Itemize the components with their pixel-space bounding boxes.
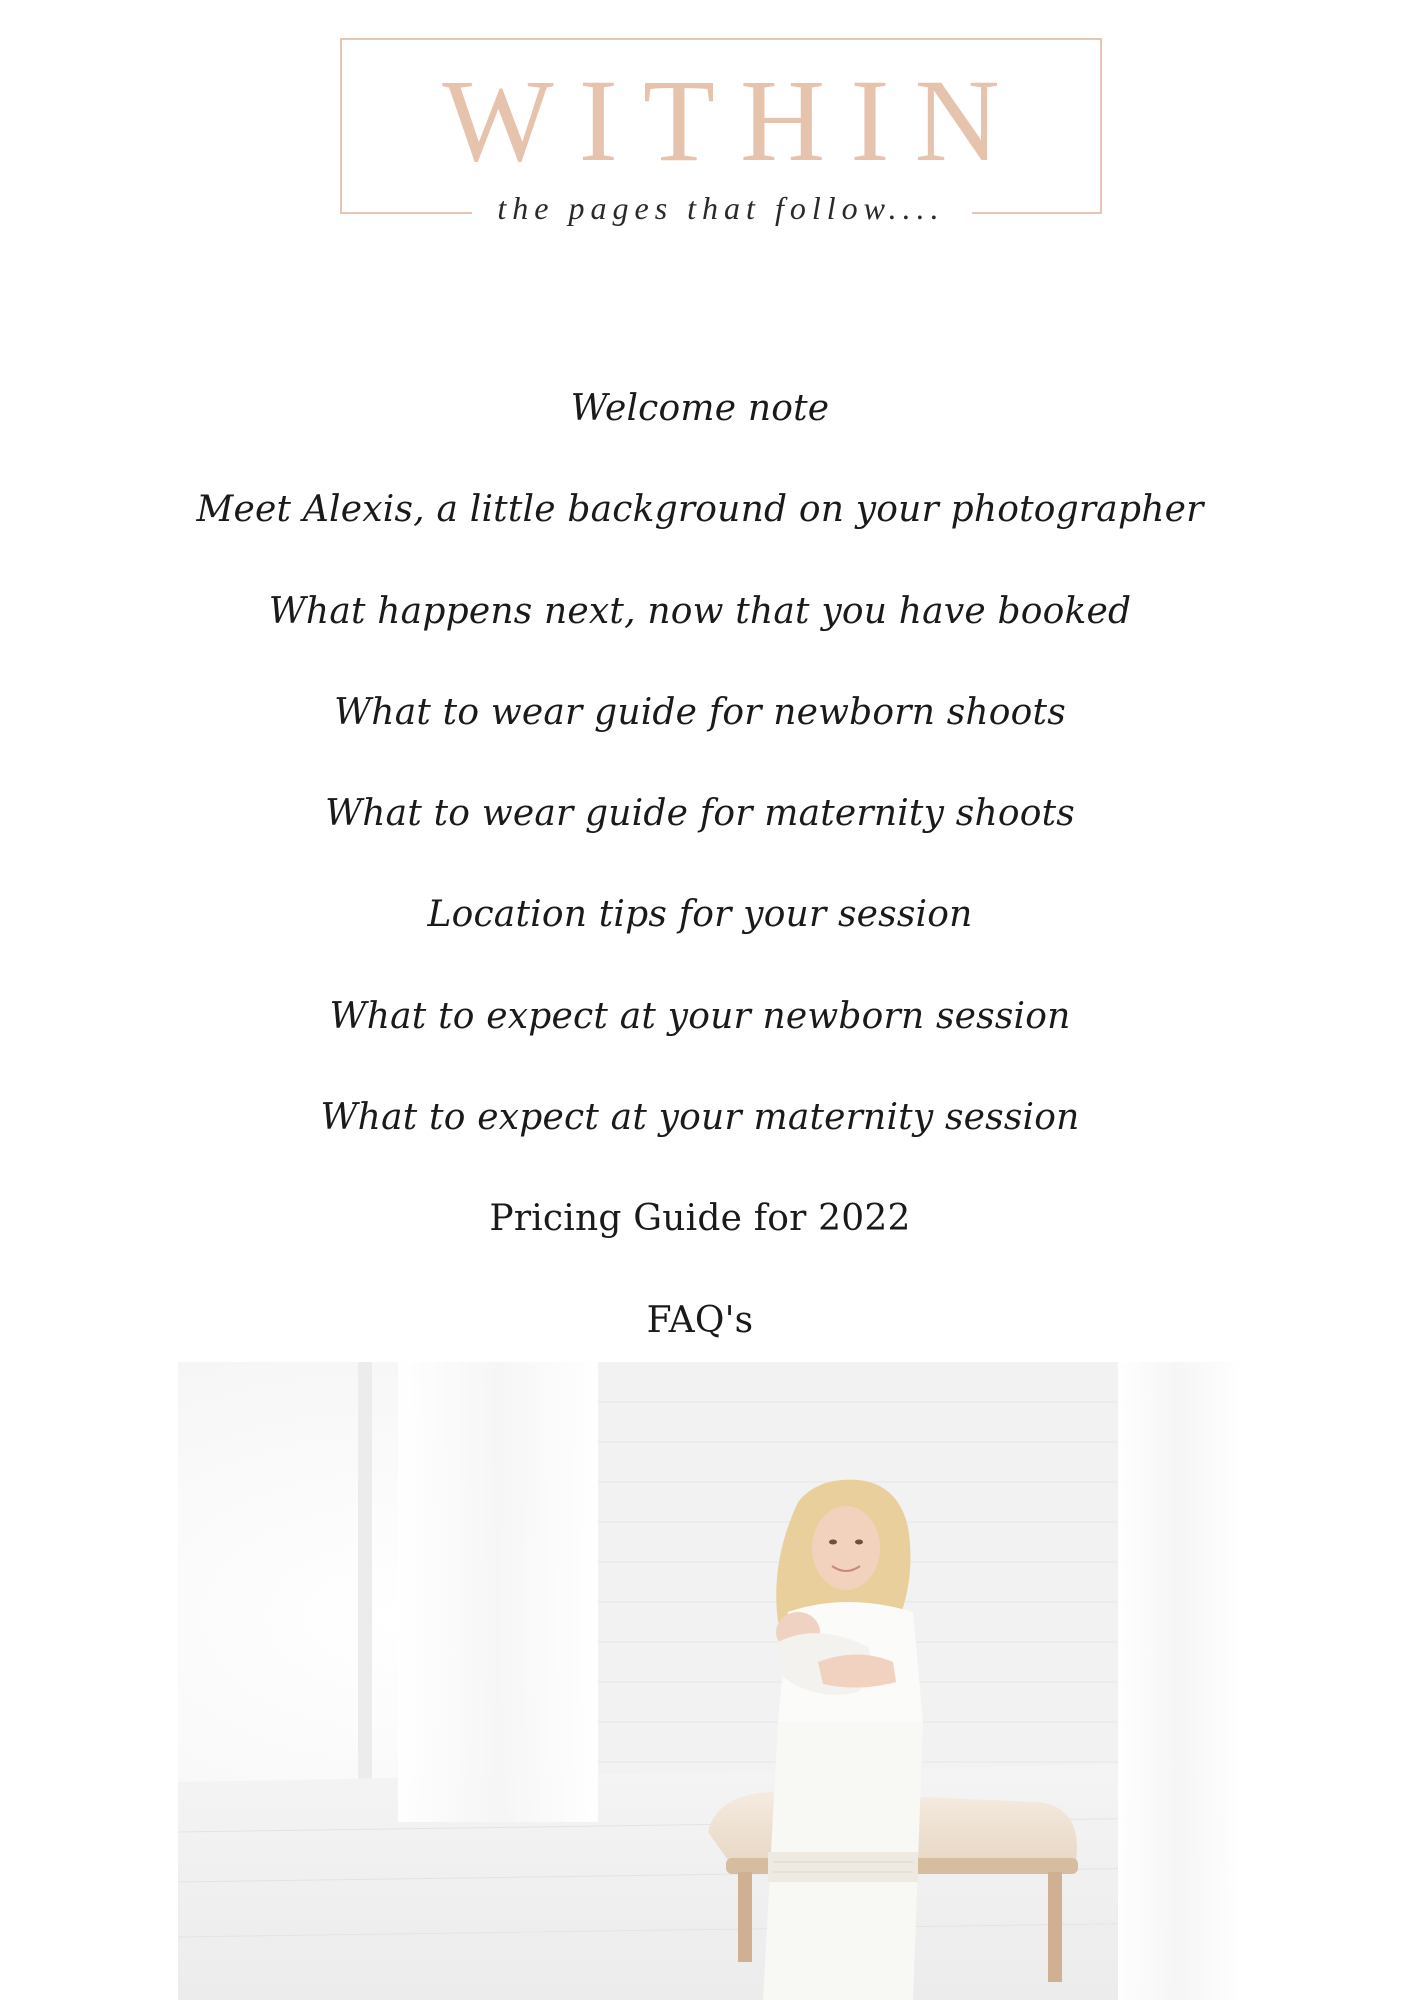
contents-item-location-tips: Location tips for your session (427, 894, 973, 936)
contents-item-pricing-guide: Pricing Guide for 2022 (489, 1198, 911, 1240)
studio-photo (178, 1362, 1238, 2000)
contents-list (0, 384, 1400, 1397)
studio-floor (178, 1762, 1238, 2000)
mother-figure (763, 1480, 923, 2000)
contents-item-newborn-wear-guide: What to wear guide for newborn shoots (334, 691, 1066, 733)
contents-item-maternity-expectations: What to expect at your maternity session (320, 1097, 1080, 1139)
contents-item-newborn-expectations: What to expect at your newborn session (329, 995, 1071, 1037)
curtain-left (398, 1362, 598, 1822)
contents-item-welcome-note: Welcome note (570, 388, 830, 429)
header-frame (340, 38, 1102, 226)
curtain-right (1118, 1362, 1238, 2000)
contents-item-what-happens-next: What happens next, now that you have booked (268, 590, 1132, 632)
door-frame (358, 1362, 372, 1782)
contents-item-faqs: FAQ's (646, 1299, 754, 1341)
page-subtitle: the pages that follow.... (497, 190, 945, 226)
page-title: WITHIN (442, 55, 1025, 186)
contents-item-meet-alexis: Meet Alexis, a little background on your photographer (196, 489, 1204, 531)
contents-item-maternity-wear-guide: What to wear guide for maternity shoots (325, 793, 1075, 835)
